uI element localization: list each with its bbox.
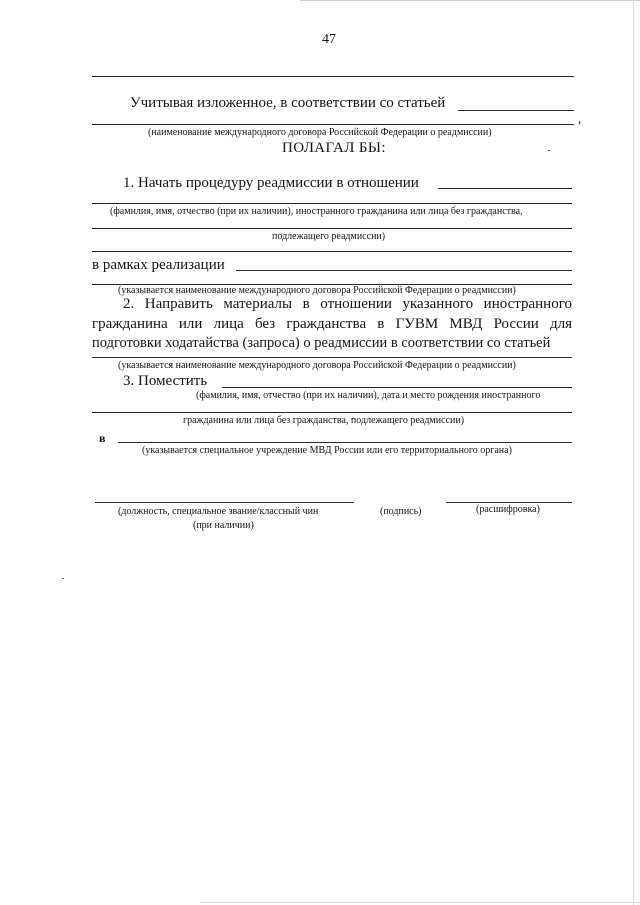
signature-decryption-caption: (расшифровка) xyxy=(476,504,540,515)
signature-position-caption-line2: (при наличии) xyxy=(193,520,254,531)
item1-framework-text: в рамках реализации xyxy=(92,257,225,273)
item3-caption-line1: (фамилия, имя, отчество (при их наличии), дата и место рождения иностранного xyxy=(196,390,541,401)
item3-in-caption: (указывается специальное учреждение МВД России или его территориального органа) xyxy=(142,445,512,456)
scan-speck xyxy=(62,578,64,579)
item2-article-field[interactable] xyxy=(92,357,572,358)
page-number: 47 xyxy=(322,32,336,47)
signature-decryption-field[interactable] xyxy=(446,502,572,503)
item1-caption-line2: подлежащего реадмиссии) xyxy=(272,231,386,242)
item1-text: 1. Начать процедуру реадмиссии в отношении xyxy=(123,175,419,191)
item3-caption-line2: гражданина или лица без гражданства, подлежащего реадмиссии) xyxy=(183,415,465,426)
item2-line2: гражданина или лица без гражданства в ГУВМ МВД России для xyxy=(92,316,572,332)
item1-name-field[interactable] xyxy=(438,188,572,189)
intro-article-field[interactable] xyxy=(458,110,574,111)
item1-framework-field[interactable] xyxy=(236,270,572,271)
intro-caption: (наименование международного договора Российской Федерации о реадмиссии) xyxy=(148,127,492,138)
item1-caption-line1: (фамилия, имя, отчество (при их наличии), иностранного гражданина или лица без гражданства, xyxy=(110,206,523,217)
intro-treaty-field[interactable] xyxy=(92,124,574,125)
scan-speck xyxy=(548,150,550,151)
item1-framework-caption: (указывается наименование международного договора Российской Федерации о реадмиссии) xyxy=(118,285,516,296)
item3-name-field[interactable] xyxy=(222,387,572,388)
item2-line1: 2. Направить материалы в отношении указанного иностранного xyxy=(123,296,572,312)
item1-name-field-line2[interactable] xyxy=(92,203,572,204)
scan-top-edge xyxy=(300,0,640,1)
item3-in-label: в xyxy=(99,431,106,445)
signature-position-field[interactable] xyxy=(95,502,354,503)
intro-trailing-comma: , xyxy=(578,111,582,126)
scan-bottom-edge xyxy=(200,902,640,903)
signature-position-caption-line1: (должность, специальное звание/классный чин xyxy=(118,506,319,517)
item1-blank-line[interactable] xyxy=(92,251,572,252)
item1-name-field-line3[interactable] xyxy=(92,228,572,229)
item3-institution-field[interactable] xyxy=(118,442,572,443)
item2-line3: подготовки ходатайства (запроса) о реадмиссии в соответствии со статьей xyxy=(92,335,551,351)
item3-name-field-line2[interactable] xyxy=(92,412,572,413)
item3-text: 3. Поместить xyxy=(123,373,208,389)
top-rule xyxy=(92,76,574,77)
intro-text: Учитывая изложенное, в соответствии со статьей xyxy=(130,95,446,111)
heading: ПОЛАГАЛ БЫ: xyxy=(282,140,386,156)
scan-right-edge xyxy=(633,0,634,905)
signature-signature-caption: (подпись) xyxy=(380,506,422,517)
item2-caption: (указывается наименование международного договора Российской Федерации о реадмиссии) xyxy=(118,360,516,371)
